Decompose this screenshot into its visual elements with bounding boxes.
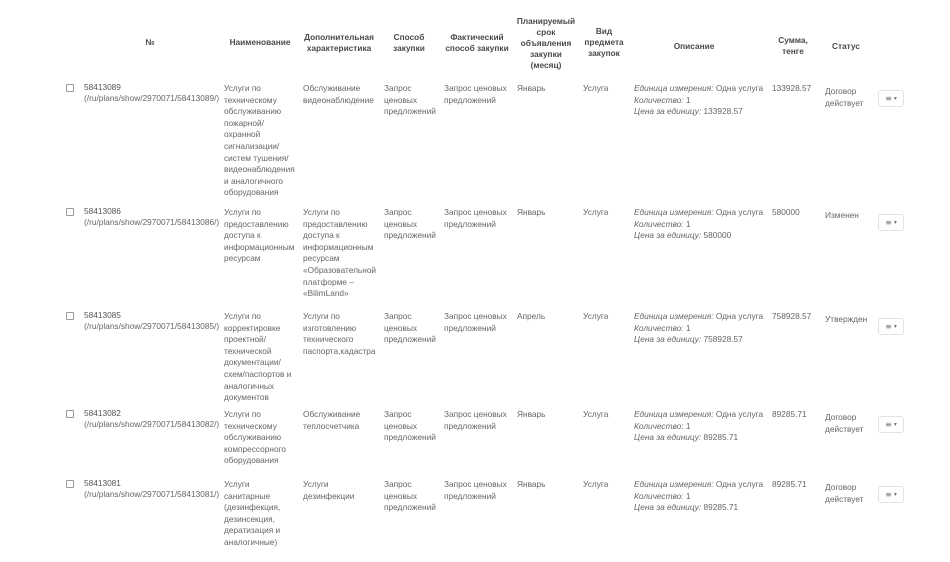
row-extra: Услуги по предоставлению доступа к информационным ресурсам «Образовательной платформе – «BilimLand» xyxy=(303,207,377,299)
description-value: Одна услуга xyxy=(715,479,764,489)
row-kind: Услуга xyxy=(583,479,609,489)
row-sum: 133928.57 xyxy=(772,83,812,93)
row-method: Запрос ценовых предложений xyxy=(384,409,436,443)
description-line-price xyxy=(634,432,774,444)
row-checkbox[interactable] xyxy=(66,208,74,216)
header-name: Наименование xyxy=(229,37,291,47)
description-value: 133928.57 xyxy=(703,106,743,117)
description-line-price xyxy=(634,334,774,346)
description-value: 1 xyxy=(685,420,691,431)
caret-down-icon: ▾ xyxy=(893,323,897,330)
description-line-price xyxy=(634,230,774,242)
row-extra: Услуги дезинфекции xyxy=(303,479,355,501)
row-fact: Запрос ценовых предложений xyxy=(444,207,507,229)
caret-down-icon: ▾ xyxy=(893,421,897,428)
row-method: Запрос ценовых предложений xyxy=(384,311,436,345)
description-label: Количество: xyxy=(634,94,684,105)
row-kind: Услуга xyxy=(583,409,609,419)
row-status: Договор действует xyxy=(825,412,864,434)
row-method: Запрос ценовых предложений xyxy=(384,83,436,117)
description-label: Количество: xyxy=(634,322,684,333)
row-status: Договор действует xyxy=(825,482,864,504)
list-menu-icon: ≡ xyxy=(885,490,892,499)
description-line-unit xyxy=(634,83,774,95)
row-path-link[interactable]: (/ru/plans/show/2970071/58413085/) xyxy=(84,321,220,331)
row-method: Запрос ценовых предложений xyxy=(384,479,436,513)
description-value: 1 xyxy=(685,218,691,229)
row-extra: Обслуживание видеонаблюдение xyxy=(303,83,374,105)
row-fact: Запрос ценовых предложений xyxy=(444,479,507,501)
description-line-unit xyxy=(634,409,774,421)
row-name: Услуги по техническому обслуживанию пожарной/ охранной сигнализации/ систем тушения/ видеонаблюдения и аналогичного оборудования xyxy=(224,83,295,198)
row-sum: 758928.57 xyxy=(772,311,812,321)
description-value: Одна услуга xyxy=(715,207,764,217)
row-id: 58413081 xyxy=(84,478,121,488)
row-actions-button[interactable] xyxy=(878,318,904,335)
row-extra: Услуги по изготовлению технического паспорта,кадастра xyxy=(303,311,376,356)
row-sum: 580000 xyxy=(772,207,800,217)
description-label: Единица измерения: xyxy=(634,409,714,419)
header-fact: Фактический способ закупки xyxy=(445,32,509,53)
description-value: 1 xyxy=(685,322,691,333)
row-id: 58413082 xyxy=(84,408,121,418)
row-actions-button[interactable] xyxy=(878,486,904,503)
row-actions-button[interactable] xyxy=(878,90,904,107)
row-description xyxy=(634,409,774,444)
description-label: Цена за единицу: xyxy=(634,502,702,513)
description-line-price xyxy=(634,106,774,118)
description-label: Количество: xyxy=(634,420,684,431)
description-value: Одна услуга xyxy=(715,409,764,419)
description-value: 89285.71 xyxy=(703,432,739,443)
description-line-unit xyxy=(634,311,774,323)
row-kind: Услуга xyxy=(583,207,609,217)
description-value: Одна услуга xyxy=(715,311,764,321)
row-id: 58413086 xyxy=(84,206,121,216)
list-menu-icon: ≡ xyxy=(885,94,892,103)
row-description xyxy=(634,311,774,346)
description-label: Единица измерения: xyxy=(634,83,714,93)
row-name: Услуги по корректировке проектной/ технической документации/ схем/паспортов и аналогичных документов xyxy=(224,311,292,403)
row-kind: Услуга xyxy=(583,311,609,321)
description-line-qty xyxy=(634,95,774,107)
description-label: Цена за единицу: xyxy=(634,106,702,117)
list-menu-icon: ≡ xyxy=(885,420,892,429)
description-line-qty xyxy=(634,219,774,231)
row-status: Договор действует xyxy=(825,86,864,108)
header-status: Статус xyxy=(832,41,860,51)
row-fact: Запрос ценовых предложений xyxy=(444,311,507,333)
row-path-link[interactable]: (/ru/plans/show/2970071/58413082/) xyxy=(84,419,220,429)
description-line-unit xyxy=(634,479,774,491)
caret-down-icon: ▾ xyxy=(893,95,897,102)
row-path-link[interactable]: (/ru/plans/show/2970071/58413081/) xyxy=(84,489,220,499)
list-menu-icon: ≡ xyxy=(885,322,892,331)
row-actions-button[interactable] xyxy=(878,416,904,433)
row-name: Услуги санитарные (дезинфекция, дезинсекция, дератизация и аналогичные) xyxy=(224,479,281,547)
header-term: Планируемый срок объявления закупки (месяц) xyxy=(516,16,576,70)
row-id: 58413085 xyxy=(84,310,121,320)
description-line-qty xyxy=(634,323,774,335)
description-label: Единица измерения: xyxy=(634,311,714,321)
row-checkbox[interactable] xyxy=(66,480,74,488)
header-extra: Дополнительная характеристика xyxy=(304,32,374,53)
row-method: Запрос ценовых предложений xyxy=(384,207,436,241)
row-description xyxy=(634,207,774,242)
row-extra: Обслуживание теплосчетчика xyxy=(303,409,361,431)
row-term: Январь xyxy=(517,83,546,93)
row-path-link[interactable]: (/ru/plans/show/2970071/58413089/) xyxy=(84,93,220,103)
row-sum: 89285.71 xyxy=(772,479,807,489)
description-label: Единица измерения: xyxy=(634,479,714,489)
row-term: Январь xyxy=(517,207,546,217)
row-actions-button[interactable] xyxy=(878,214,904,231)
header-number: № xyxy=(145,37,155,47)
header-kind: Вид предмета закупок xyxy=(584,26,624,58)
description-value: Одна услуга xyxy=(715,83,764,93)
row-sum: 89285.71 xyxy=(772,409,807,419)
row-term: Январь xyxy=(517,479,546,489)
description-label: Цена за единицу: xyxy=(634,432,702,443)
description-label: Единица измерения: xyxy=(634,207,714,217)
row-status: Изменен xyxy=(825,210,859,220)
row-name: Услуги по предоставлению доступа к информационным ресурсам xyxy=(224,207,295,264)
description-label: Цена за единицу: xyxy=(634,230,702,241)
description-label: Количество: xyxy=(634,218,684,229)
row-checkbox[interactable] xyxy=(66,84,74,92)
row-path-link[interactable]: (/ru/plans/show/2970071/58413086/) xyxy=(84,217,220,227)
header-sum: Сумма, тенге xyxy=(778,35,808,56)
row-kind: Услуга xyxy=(583,83,609,93)
row-description xyxy=(634,479,774,514)
description-label: Цена за единицу: xyxy=(634,334,702,345)
list-menu-icon: ≡ xyxy=(885,218,892,227)
row-checkbox[interactable] xyxy=(66,312,74,320)
description-value: 580000 xyxy=(703,230,732,241)
caret-down-icon: ▾ xyxy=(893,219,897,226)
description-line-qty xyxy=(634,491,774,503)
description-line-unit xyxy=(634,207,774,219)
description-line-price xyxy=(634,502,774,514)
row-term: Апрель xyxy=(517,311,546,321)
row-term: Январь xyxy=(517,409,546,419)
row-fact: Запрос ценовых предложений xyxy=(444,83,507,105)
description-label: Количество: xyxy=(634,490,684,501)
caret-down-icon: ▾ xyxy=(893,491,897,498)
header-desc: Описание xyxy=(673,41,715,51)
row-fact: Запрос ценовых предложений xyxy=(444,409,507,431)
description-value: 89285.71 xyxy=(703,502,739,513)
row-status: Утвержден xyxy=(825,314,868,324)
row-description xyxy=(634,83,774,118)
row-name: Услуги по техническому обслуживанию компрессорного оборудования xyxy=(224,409,287,466)
row-id: 58413089 xyxy=(84,82,121,92)
description-line-qty xyxy=(634,421,774,433)
description-value: 1 xyxy=(685,490,691,501)
row-checkbox[interactable] xyxy=(66,410,74,418)
description-value: 758928.57 xyxy=(703,334,743,345)
description-value: 1 xyxy=(685,94,691,105)
header-method: Способ закупки xyxy=(393,32,425,53)
